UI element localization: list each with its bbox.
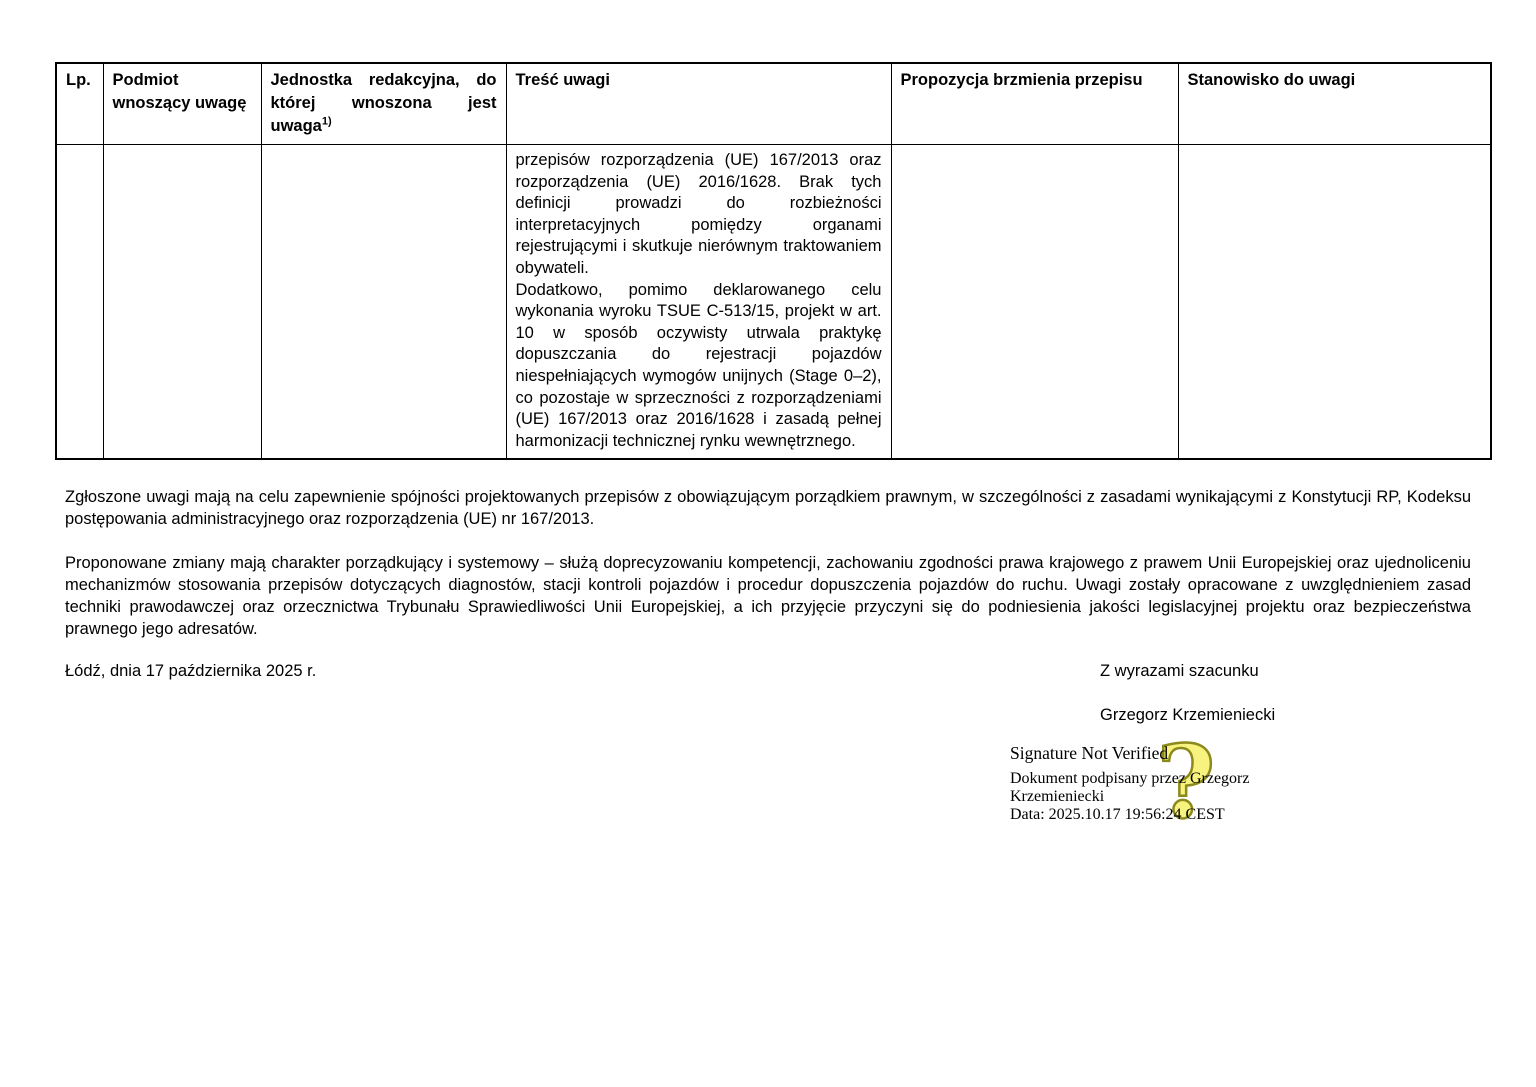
header-stanowisko [1178,63,1491,145]
cell-tresc [506,145,891,460]
table-row [56,145,1491,460]
cell-podmiot [103,145,261,460]
summary-paragraph-2: Proponowane zmiany mają charakter porządkujący i systemowy – służą doprecyzowaniu kompetencji, zachowaniu zgodności prawa krajowego z prawem Unii Europejskiej oraz ujednoliceniu mechanizmów stosowania przepisów dotyczących diagnostów, stacji kontroli pojazdów i procedur dopuszczenia pojazdów do ruchu. Uwagi zostały opracowane z uwzględnieniem zasad techniki prawodawczej oraz orzecznictwa Trybunału Sprawiedliwości Unii Europejskiej, a ich przyjęcie przyczyni się do podniesienia jakości legislacyjnej projektu oraz bezpieczeństwa prawnego jego adresatów. [65,554,1471,638]
header-propozycja-label: Propozycja brzmienia przepisu [900,71,1143,89]
header-propozycja [891,63,1178,145]
place-date-line: Łódź, dnia 17 października 2025 r. [65,662,317,680]
header-jednostka [261,63,506,145]
header-podmiot [103,63,261,145]
header-tresc [506,63,891,145]
header-stanowisko-label: Stanowisko do uwagi [1187,71,1356,89]
signer-name: Grzegorz Krzemieniecki [1100,706,1276,724]
header-lp-label: Lp. [66,71,91,89]
cell-lp [56,145,103,460]
header-lp [56,63,103,145]
stamp-title: Signature Not Verified [1010,743,1169,763]
summary-paragraph-1: Zgłoszone uwagi mają na celu zapewnienie spójności projektowanych przepisów z obowiązującym porządkiem prawnym, w szczególności z zasadami wynikającymi z Konstytucji RP, Kodeksu postępowania administracyjnego oraz rozporządzenia (UE) nr 167/2013. [65,488,1471,528]
cell-propozycja [891,145,1178,460]
stamp-date: Data: 2025.10.17 19:56:24 CEST [1010,806,1225,823]
table-header-row [56,63,1491,145]
header-tresc-label: Treść uwagi [515,71,610,89]
tresc-paragraph-2: Dodatkowo, pomimo deklarowanego celu wykonania wyroku TSUE C-513/15, projekt w art. 10 w sposób oczywisty utrwala praktykę dopuszczania do rejestracji pojazdów niespełniających wymogów unijnych (Stage 0–2), co pozostaje w sprzeczności z rozporządzeniami (UE) 167/2013 oraz 2016/1628 i zasadą pełnej harmonizacji technicznej rynku wewnętrznego. [515,280,882,450]
cell-jednostka [261,145,506,460]
comments-table [55,62,1492,460]
stamp-signed-by-line-1: Dokument podpisany przez Grzegorz [1010,770,1250,787]
stamp-signed-by-line-2: Krzemieniecki [1010,787,1105,805]
question-mark-glyph: ? [1156,733,1216,839]
header-jednostka-label: Jednostka redakcyjna, do której wnoszona jest uwaga [270,71,497,135]
footnote-marker: 1) [321,115,332,128]
signature-stamp [1010,744,1302,824]
header-podmiot-label: Podmiot wnoszący uwagę [112,71,247,112]
cell-stanowisko [1178,145,1491,460]
closing-phrase: Z wyrazami szacunku [1100,662,1259,680]
tresc-paragraph-1: przepisów rozporządzenia (UE) 167/2013 oraz rozporządzenia (UE) 2016/1628. Brak tych definicji prowadzi do rozbieżności interpretacyjnych pomiędzy organami rejestrującymi i skutkuje nierównym traktowaniem obywateli. [515,151,882,277]
